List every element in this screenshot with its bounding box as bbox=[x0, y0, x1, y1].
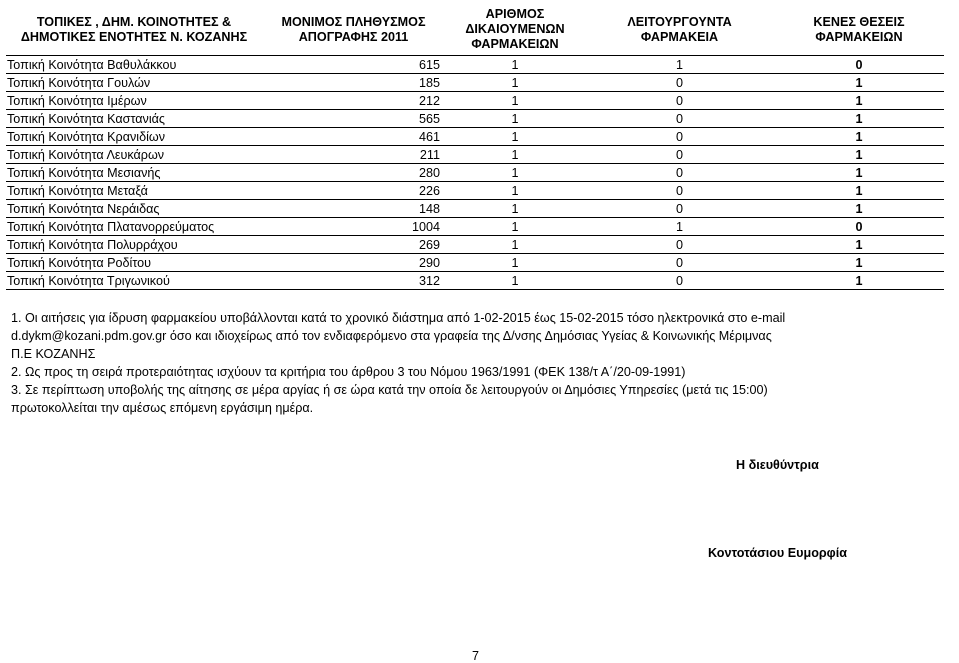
community-name-cell: Τοπική Κοινότητα Ιμέρων bbox=[6, 92, 262, 110]
population-cell: 185 bbox=[262, 74, 445, 92]
community-name-cell: Τοπική Κοινότητα Καστανιάς bbox=[6, 110, 262, 128]
entitled-cell: 1 bbox=[445, 254, 585, 272]
note-line: 2. Ως προς τη σειρά προτεραιότητας ισχύουν τα κριτήρια του άρθρου 3 του Νόμου 1963/1991 (ΦΕΚ 138/τ Α΄/20-09-1991) bbox=[11, 365, 686, 379]
entitled-cell: 1 bbox=[445, 74, 585, 92]
community-name-cell: Τοπική Κοινότητα Κρανιδίων bbox=[6, 128, 262, 146]
signature-title: Η διευθύντρια bbox=[736, 458, 819, 472]
page-number: 7 bbox=[472, 649, 480, 663]
vacant-cell: 0 bbox=[774, 56, 944, 74]
vacant-cell: 1 bbox=[774, 200, 944, 218]
table-row bbox=[6, 272, 944, 290]
vacant-cell: 1 bbox=[774, 110, 944, 128]
entitled-cell: 1 bbox=[445, 272, 585, 290]
table-row bbox=[6, 218, 944, 236]
note-line: πρωτοκολλείται την αμέσως επόμενη εργάσιμη ημέρα. bbox=[11, 401, 314, 415]
table-row bbox=[6, 92, 944, 110]
table-row bbox=[6, 182, 944, 200]
entitled-cell: 1 bbox=[445, 92, 585, 110]
header-entitled-pharmacies: ΑΡΙΘΜΟΣ ΔΙΚΑΙΟΥΜΕΝΩΝ ΦΑΡΜΑΚΕΙΩΝ bbox=[445, 4, 585, 56]
table-row bbox=[6, 56, 944, 74]
table-header-row bbox=[6, 4, 944, 56]
community-name-cell: Τοπική Κοινότητα Πολυρράχου bbox=[6, 236, 262, 254]
community-name-cell: Τοπική Κοινότητα Γουλών bbox=[6, 74, 262, 92]
population-cell: 211 bbox=[262, 146, 445, 164]
entitled-cell: 1 bbox=[445, 56, 585, 74]
entitled-cell: 1 bbox=[445, 128, 585, 146]
population-cell: 312 bbox=[262, 272, 445, 290]
header-operating-pharmacies: ΛΕΙΤΟΥΡΓΟΥΝΤΑ ΦΑΡΜΑΚΕΙΑ bbox=[585, 4, 774, 56]
vacant-cell: 1 bbox=[774, 164, 944, 182]
operating-cell: 1 bbox=[585, 56, 774, 74]
operating-cell: 0 bbox=[585, 110, 774, 128]
population-cell: 280 bbox=[262, 164, 445, 182]
table-row bbox=[6, 200, 944, 218]
header-vacant-positions: ΚΕΝΕΣ ΘΕΣΕΙΣ ΦΑΡΜΑΚΕΙΩΝ bbox=[774, 4, 944, 56]
operating-cell: 0 bbox=[585, 182, 774, 200]
community-name-cell: Τοπική Κοινότητα Βαθυλάκκου bbox=[6, 56, 262, 74]
community-name-cell: Τοπική Κοινότητα Λευκάρων bbox=[6, 146, 262, 164]
operating-cell: 1 bbox=[585, 218, 774, 236]
vacant-cell: 1 bbox=[774, 74, 944, 92]
operating-cell: 0 bbox=[585, 74, 774, 92]
header-population: ΜΟΝΙΜΟΣ ΠΛΗΘΥΣΜΟΣ ΑΠΟΓΡΑΦΗΣ 2011 bbox=[262, 4, 445, 56]
pharmacy-table bbox=[6, 4, 944, 290]
entitled-cell: 1 bbox=[445, 236, 585, 254]
entitled-cell: 1 bbox=[445, 164, 585, 182]
vacant-cell: 1 bbox=[774, 254, 944, 272]
signature-name: Κοντοτάσιου Ευμορφία bbox=[708, 546, 847, 560]
population-cell: 226 bbox=[262, 182, 445, 200]
vacant-cell: 0 bbox=[774, 218, 944, 236]
entitled-cell: 1 bbox=[445, 146, 585, 164]
note-line: 3. Σε περίπτωση υποβολής της αίτησης σε μέρα αργίας ή σε ώρα κατά την οποία δε λειτουργούν οι Δημόσιες Υπηρεσίες (μετά τις 15:00) bbox=[11, 383, 768, 397]
operating-cell: 0 bbox=[585, 200, 774, 218]
population-cell: 212 bbox=[262, 92, 445, 110]
note-line: 1. Οι αιτήσεις για ίδρυση φαρμακείου υποβάλλονται κατά το χρονικό διάστημα από 1-02-2015 έως 15-02-2015 τόσο ηλεκτρονικά στο e-mail bbox=[11, 311, 786, 325]
vacant-cell: 1 bbox=[774, 182, 944, 200]
population-cell: 269 bbox=[262, 236, 445, 254]
population-cell: 290 bbox=[262, 254, 445, 272]
header-communities: ΤΟΠΙΚΕΣ , ΔΗΜ. ΚΟΙΝΟΤΗΤΕΣ & ΔΗΜΟΤΙΚΕΣ ΕΝΟΤΗΤΕΣ Ν. ΚΟΖΑΝΗΣ bbox=[6, 4, 262, 56]
community-name-cell: Τοπική Κοινότητα Τριγωνικού bbox=[6, 272, 262, 290]
vacant-cell: 1 bbox=[774, 236, 944, 254]
table-row bbox=[6, 128, 944, 146]
table-body bbox=[6, 56, 944, 290]
community-name-cell: Τοπική Κοινότητα Νεράιδας bbox=[6, 200, 262, 218]
table-row bbox=[6, 254, 944, 272]
community-name-cell: Τοπική Κοινότητα Μεσιανής bbox=[6, 164, 262, 182]
table-row bbox=[6, 146, 944, 164]
entitled-cell: 1 bbox=[445, 110, 585, 128]
notes-section bbox=[11, 309, 911, 417]
population-cell: 461 bbox=[262, 128, 445, 146]
population-cell: 615 bbox=[262, 56, 445, 74]
community-name-cell: Τοπική Κοινότητα Ροδίτου bbox=[6, 254, 262, 272]
community-name-cell: Τοπική Κοινότητα Μεταξά bbox=[6, 182, 262, 200]
population-cell: 148 bbox=[262, 200, 445, 218]
vacant-cell: 1 bbox=[774, 92, 944, 110]
table-row bbox=[6, 164, 944, 182]
table-row bbox=[6, 236, 944, 254]
operating-cell: 0 bbox=[585, 272, 774, 290]
community-name-cell: Τοπική Κοινότητα Πλατανορρεύματος bbox=[6, 218, 262, 236]
population-cell: 565 bbox=[262, 110, 445, 128]
table-row bbox=[6, 74, 944, 92]
operating-cell: 0 bbox=[585, 146, 774, 164]
table-row bbox=[6, 110, 944, 128]
entitled-cell: 1 bbox=[445, 200, 585, 218]
operating-cell: 0 bbox=[585, 128, 774, 146]
operating-cell: 0 bbox=[585, 254, 774, 272]
operating-cell: 0 bbox=[585, 92, 774, 110]
operating-cell: 0 bbox=[585, 164, 774, 182]
vacant-cell: 1 bbox=[774, 272, 944, 290]
entitled-cell: 1 bbox=[445, 218, 585, 236]
vacant-cell: 1 bbox=[774, 146, 944, 164]
note-line: d.dykm@kozani.pdm.gov.gr όσο και ιδιοχείρως από τον ενδιαφερόμενο στα γραφεία της Δ/νσης Δημόσιας Υγείας & Κοινωνικής Μέριμνας bbox=[11, 329, 772, 343]
operating-cell: 0 bbox=[585, 236, 774, 254]
vacant-cell: 1 bbox=[774, 128, 944, 146]
population-cell: 1004 bbox=[262, 218, 445, 236]
entitled-cell: 1 bbox=[445, 182, 585, 200]
note-line: Π.Ε ΚΟΖΑΝΗΣ bbox=[11, 347, 96, 361]
